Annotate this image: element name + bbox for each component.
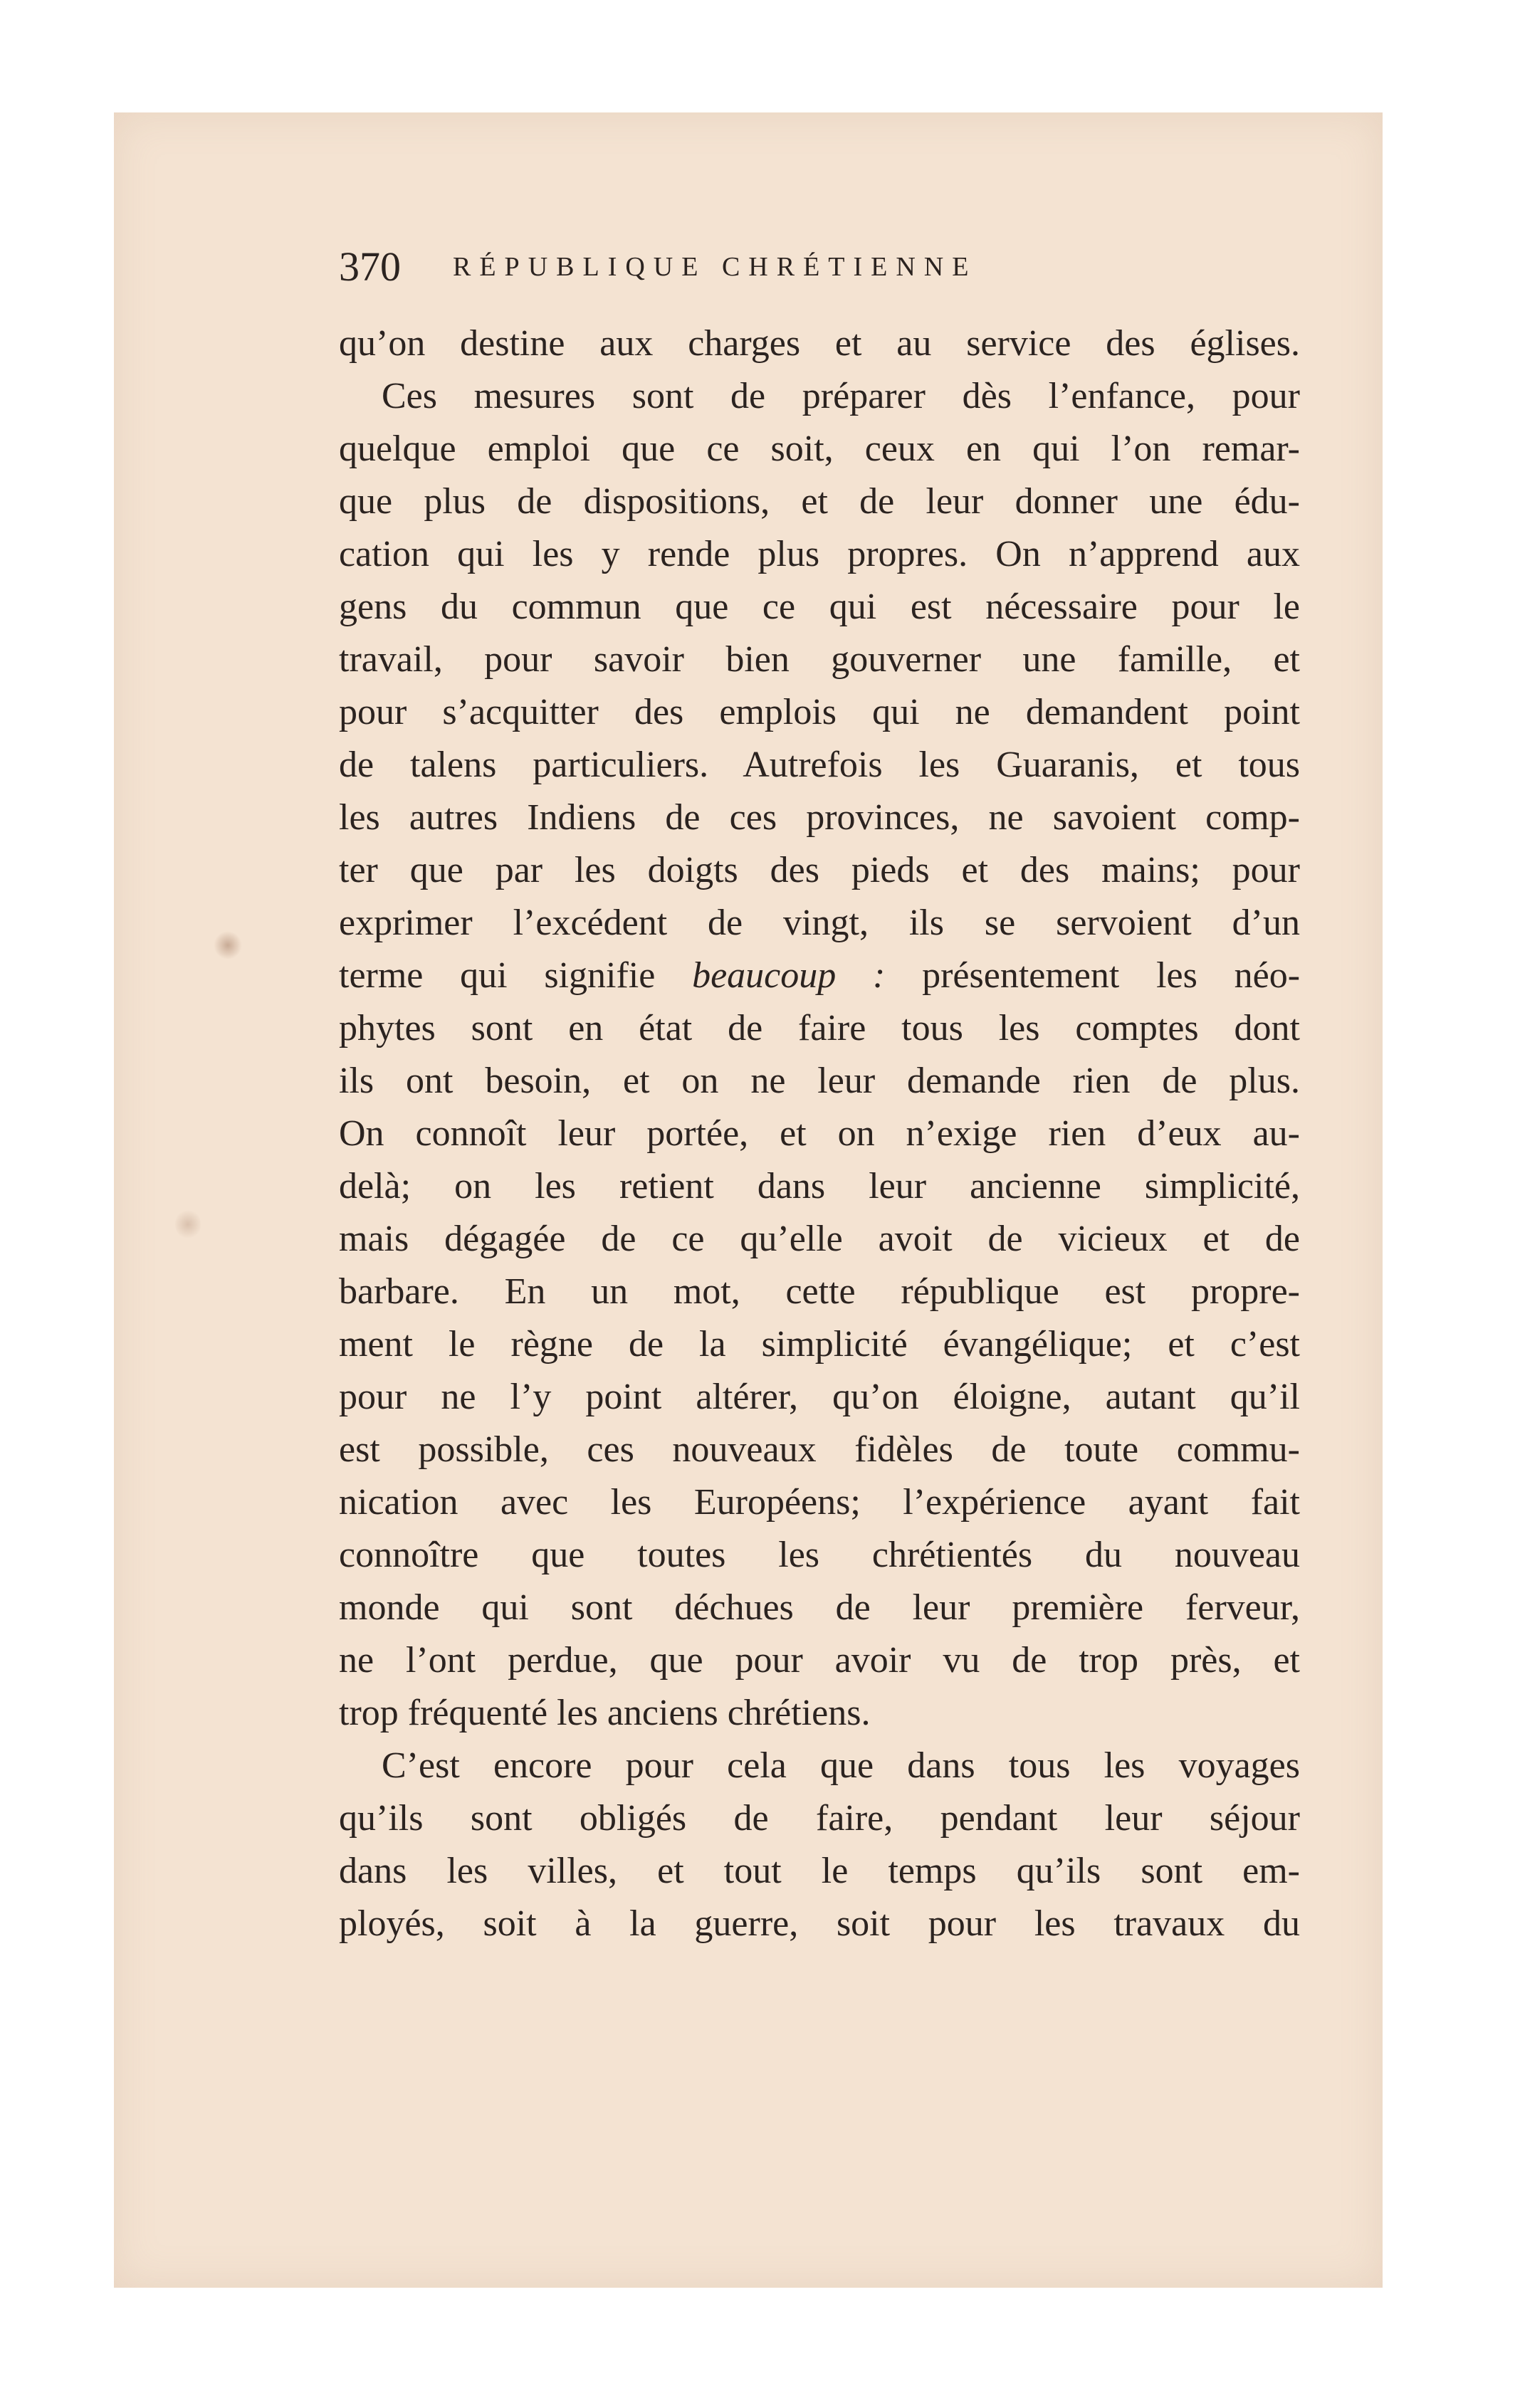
text-line: pour s’acquitter des emplois qui ne demandent point	[339, 692, 1300, 732]
page-number: 370	[339, 243, 401, 290]
text-line: monde qui sont déchues de leur première ferveur,	[339, 1587, 1300, 1628]
text-line: est possible, ces nouveaux fidèles de toute commu-	[339, 1429, 1300, 1470]
text-line: barbare. En un mot, cette république est propre-	[339, 1271, 1300, 1312]
text-line: travail, pour savoir bien gouverner une famille, et	[339, 639, 1300, 680]
text-line: ployés, soit à la guerre, soit pour les travaux du	[339, 1903, 1300, 1944]
text-line: qu’on destine aux charges et au service des églises.	[339, 323, 1300, 364]
text-line: Ces mesures sont de préparer dès l’enfance, pour	[382, 376, 1300, 416]
running-head: RÉPUBLIQUE CHRÉTIENNE	[453, 252, 977, 282]
text-line: gens du commun que ce qui est nécessaire pour le	[339, 587, 1300, 627]
text-line: C’est encore pour cela que dans tous les voyages	[382, 1745, 1300, 1786]
text-line: connoître que toutes les chrétientés du nouveau	[339, 1535, 1300, 1575]
text-line: ment le règne de la simplicité évangélique; et c’est	[339, 1324, 1300, 1365]
text-line: ils ont besoin, et on ne leur demande rien de plus.	[339, 1061, 1300, 1101]
text-line: qu’ils sont obligés de faire, pendant leur séjour	[339, 1798, 1300, 1839]
text-line: ne l’ont perdue, que pour avoir vu de trop près, et	[339, 1640, 1300, 1681]
text-line-italic	[339, 950, 1300, 1002]
italic-word: beaucoup :	[692, 955, 886, 996]
text-line: pour ne l’y point altérer, qu’on éloigne, autant qu’il	[339, 1377, 1300, 1417]
foxing-spot	[214, 931, 242, 959]
text-line: trop fréquenté les anciens chrétiens.	[339, 1693, 871, 1733]
body-text	[339, 317, 1300, 1950]
text-line: de talens particuliers. Autrefois les Guaranis, et tous	[339, 745, 1300, 785]
text-line: quelque emploi que ce soit, ceux en qui l’on remar-	[339, 429, 1300, 469]
text-line: exprimer l’excédent de vingt, ils se servoient d’un	[339, 903, 1300, 943]
text-line: mais dégagée de ce qu’elle avoit de vicieux et de	[339, 1219, 1300, 1259]
text-line: dans les villes, et tout le temps qu’ils sont em-	[339, 1851, 1300, 1891]
foxing-spot	[175, 1209, 201, 1240]
text-line: ter que par les doigts des pieds et des mains; pour	[339, 850, 1300, 890]
text-line: phytes sont en état de faire tous les comptes dont	[339, 1008, 1300, 1048]
text-fragment: présentement les néo-	[885, 955, 1301, 996]
text-line: nication avec les Européens; l’expérience ayant fait	[339, 1482, 1300, 1523]
page-header	[339, 242, 1165, 292]
text-line: On connoît leur portée, et on n’exige rien d’eux au-	[339, 1113, 1300, 1154]
text-line: que plus de dispositions, et de leur donner une édu-	[339, 481, 1300, 522]
text-line: delà; on les retient dans leur ancienne simplicité,	[339, 1166, 1300, 1206]
text-line: cation qui les y rende plus propres. On n’apprend aux	[339, 534, 1300, 574]
text-line: les autres Indiens de ces provinces, ne savoient comp-	[339, 797, 1300, 838]
text-fragment: terme qui signifie	[339, 955, 693, 996]
